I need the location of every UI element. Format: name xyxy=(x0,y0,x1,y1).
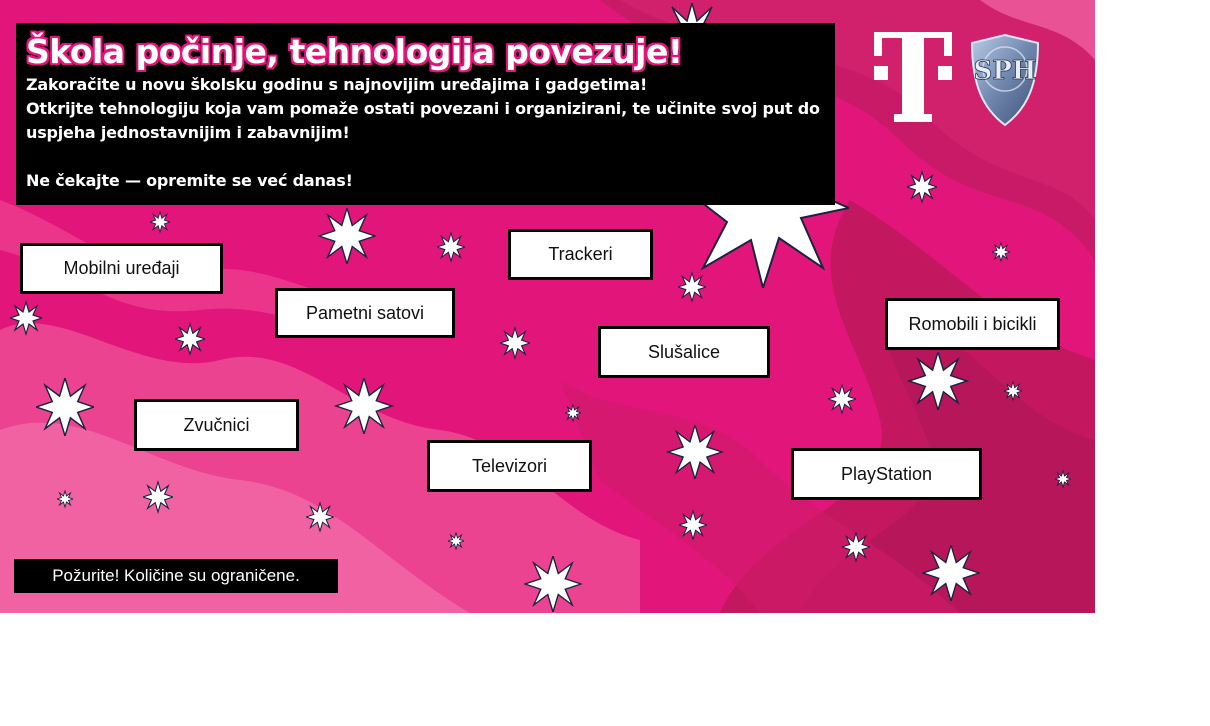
category-televizori[interactable]: Televizori xyxy=(427,440,592,492)
starburst-icon xyxy=(10,300,42,336)
category-playstation[interactable]: PlayStation xyxy=(791,448,982,500)
page-title: Škola počinje, tehnologija povezuje! xyxy=(26,32,683,71)
starburst-icon xyxy=(992,238,1010,266)
starburst-icon xyxy=(828,382,856,416)
starburst-icon xyxy=(907,170,937,204)
starburst-icon xyxy=(922,545,980,601)
starburst-icon xyxy=(907,352,969,410)
starburst-icon xyxy=(150,210,170,234)
telekom-t-logo xyxy=(874,32,952,122)
svg-text:SPH: SPH xyxy=(973,56,1037,86)
category-mobilni-uredaji[interactable]: Mobilni uređaji xyxy=(20,243,223,294)
cta-line: Ne čekajte — opremite se već danas! xyxy=(26,171,353,190)
category-zvucnici[interactable]: Zvučnici xyxy=(134,399,299,451)
category-romobili-bicikli[interactable]: Romobili i bicikli xyxy=(885,298,1060,350)
starburst-icon xyxy=(57,488,73,510)
intro-line-3: uspjeha jednostavnijim i zabavnijim! xyxy=(26,123,350,142)
starburst-icon xyxy=(448,528,464,554)
starburst-icon xyxy=(175,320,205,358)
category-pametni-satovi[interactable]: Pametni satovi xyxy=(275,288,455,338)
starburst-icon xyxy=(842,530,870,564)
headline-box xyxy=(16,23,835,205)
starburst-icon xyxy=(679,508,707,542)
starburst-icon xyxy=(1055,468,1071,490)
starburst-icon xyxy=(524,556,582,612)
starburst-icon xyxy=(678,270,706,304)
starburst-icon xyxy=(334,378,394,434)
intro-line-2: Otkrijte tehnologiju koja vam pomaže ostati povezani i organizirani, te učinite svoj put do xyxy=(26,99,820,118)
starburst-icon xyxy=(306,500,334,534)
starburst-icon xyxy=(437,230,465,264)
footer-note: Požurite! Količine su ograničene. xyxy=(14,559,338,593)
category-slusalice[interactable]: Slušalice xyxy=(598,326,770,378)
starburst-icon xyxy=(36,378,94,436)
starburst-icon xyxy=(666,425,724,479)
starburst-icon xyxy=(1004,378,1022,404)
intro-line-1: Zakoračite u novu školsku godinu s najnovijim uređajima i gadgetima! xyxy=(26,75,648,94)
starburst-icon xyxy=(500,325,530,361)
category-trackeri[interactable]: Trackeri xyxy=(508,229,653,280)
sph-shield-logo xyxy=(968,33,1042,127)
starburst-icon xyxy=(318,208,376,264)
starburst-icon xyxy=(565,402,581,424)
starburst-icon xyxy=(143,480,173,514)
